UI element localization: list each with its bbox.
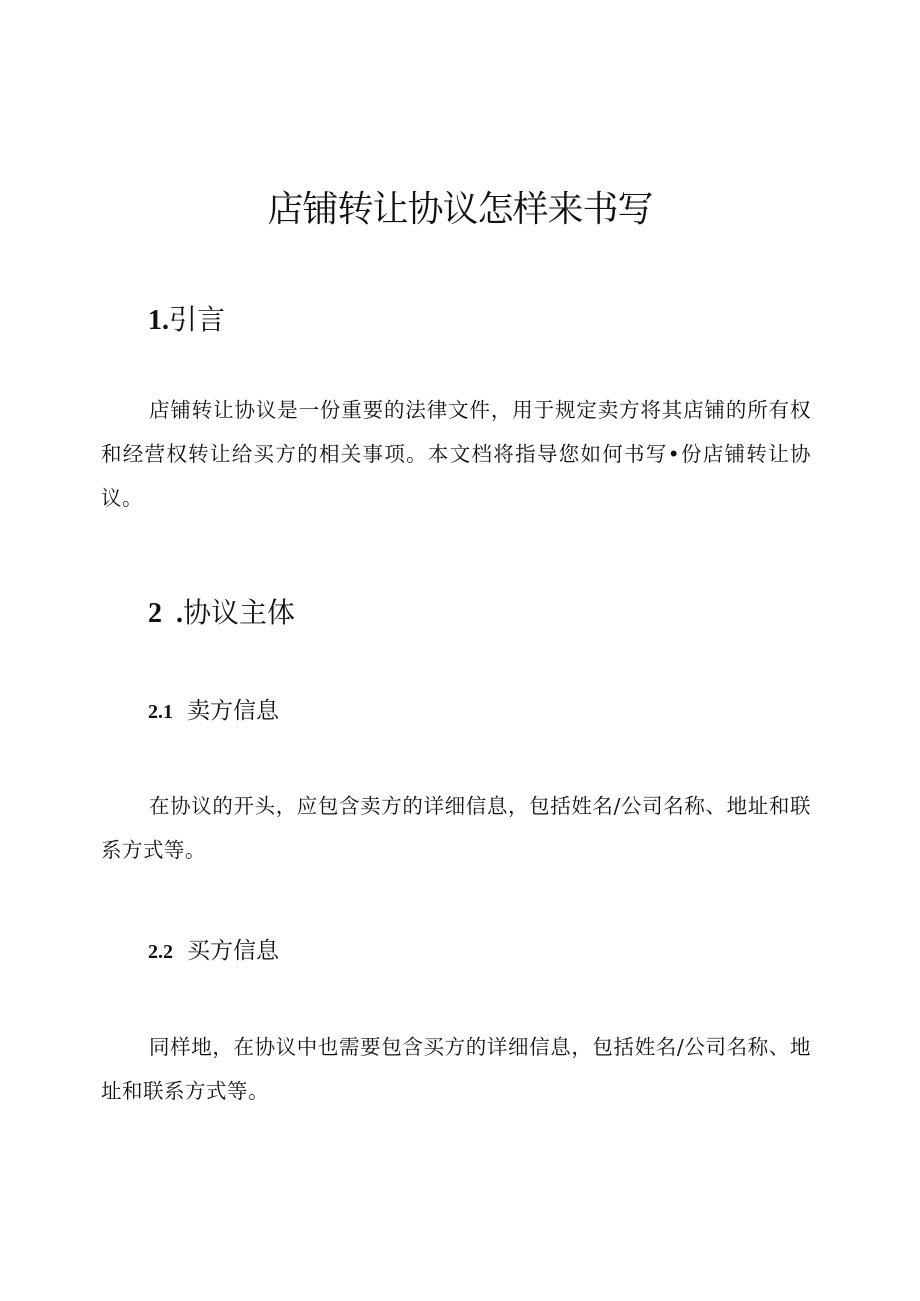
section-2-title: 协议主体 <box>183 596 296 629</box>
section-2-heading <box>148 593 295 634</box>
document-title: 店铺转让协议怎样来书写 <box>267 189 653 230</box>
section-1-title: 引言 <box>169 303 226 336</box>
section-1-number: 1. <box>148 305 169 336</box>
section-2-number: 2 . <box>148 598 183 629</box>
subsection-2-2-title: 买方信息 <box>187 938 279 964</box>
section-1-paragraph: 店铺转让协议是一份重要的法律文件，用于规定卖方将其店铺的所有权和经营权转让给买方的相关事项。本文档将指导您如何书写•份店铺转让协议。 <box>101 398 811 510</box>
section-1-heading <box>148 300 225 341</box>
subsection-2-2-heading <box>148 934 279 969</box>
subsection-2-2-paragraph: 同样地，在协议中也需要包含买方的详细信息，包括姓名/公司名称、地址和联系方式等。 <box>101 1035 811 1103</box>
subsection-2-1-heading <box>148 694 279 729</box>
subsection-2-1-paragraph: 在协议的开头，应包含卖方的详细信息，包括姓名/公司名称、地址和联系方式等。 <box>101 794 811 862</box>
subsection-2-1-number: 2.1 <box>148 701 173 723</box>
subsection-2-1-title: 卖方信息 <box>187 698 279 724</box>
subsection-2-2-number: 2.2 <box>148 941 173 963</box>
